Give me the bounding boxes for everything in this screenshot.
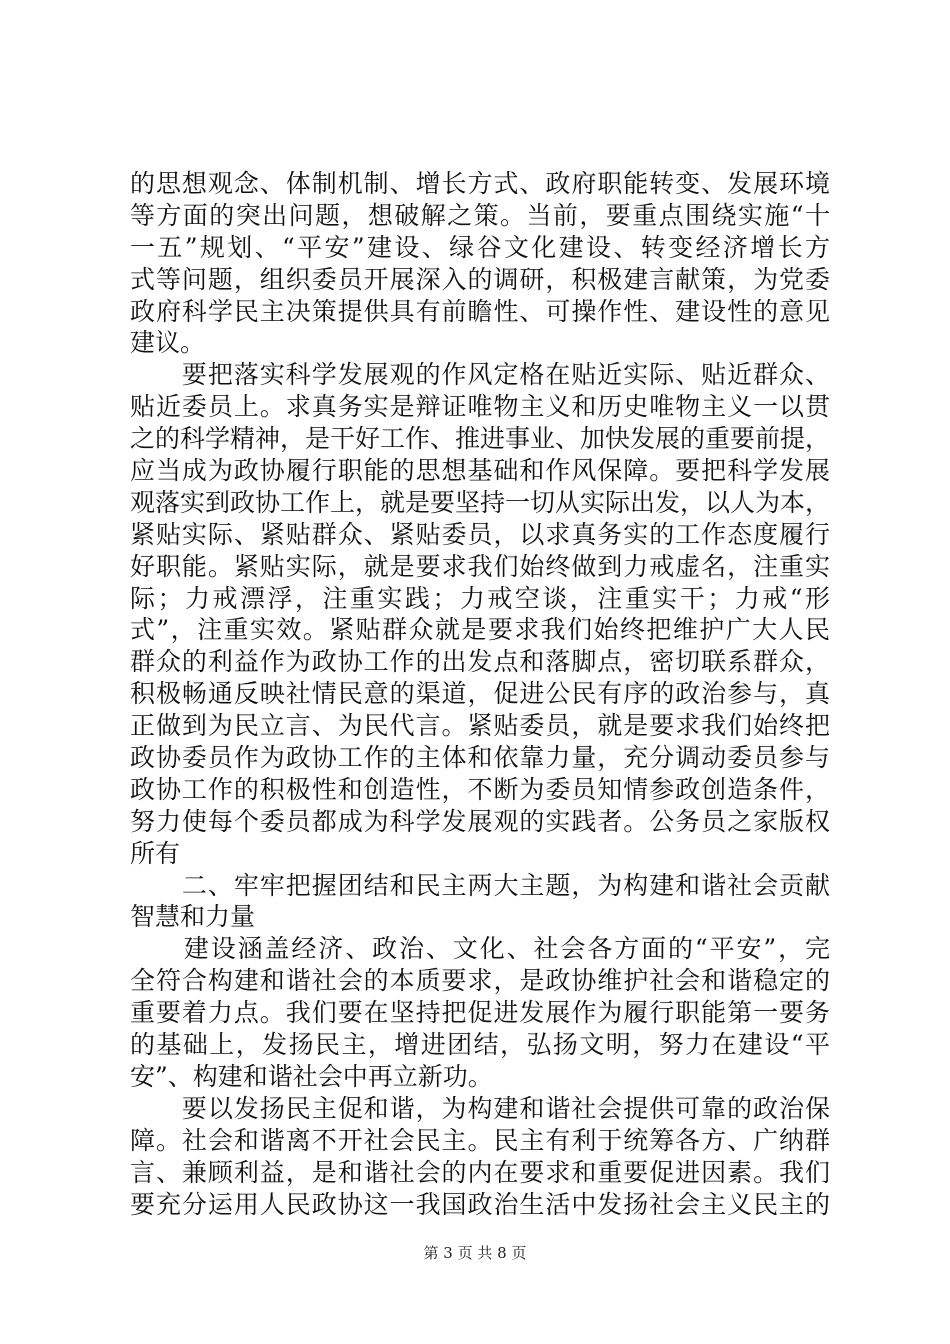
text-line: 的思想观念、体制机制、增长方式、政府职能转变、发展环境 [130, 169, 830, 198]
text-line: 积极畅通反映社情民意的渠道，促进公民有序的政治参与，真 [130, 679, 830, 709]
text-line: 际；力戒漂浮，注重实践；力戒空谈，注重实干；力戒“形 [130, 583, 830, 613]
text-line: 一五”规划、“平安”建设、绿谷文化建设、转变经济增长方 [130, 232, 830, 262]
text-line: 正做到为民立言、为民代言。紧贴委员，就是要求我们始终把 [130, 711, 830, 741]
text-line: 重要着力点。我们要在坚持把促进发展作为履行职能第一要务 [130, 998, 830, 1028]
text-line: 建设涵盖经济、政治、文化、社会各方面的“平安”，完 [130, 934, 830, 964]
text-line: 应当成为政协履行职能的思想基础和作风保障。要把科学发展 [130, 456, 830, 486]
text-line: 所有 [130, 838, 181, 868]
text-line: 要以发扬民主促和谐，为构建和谐社会提供可靠的政治保 [130, 1093, 830, 1123]
text-line: 努力使每个委员都成为科学发展观的实践者。公务员之家版权 [130, 806, 830, 836]
text-line: 政府科学民主决策提供具有前瞻性、可操作性、建设性的意见 [130, 296, 830, 326]
text-line: 全符合构建和谐社会的本质要求，是政协维护社会和谐稳定的 [130, 966, 830, 996]
text-line: 要充分运用人民政协这一我国政治生活中发扬社会主义民主的 [130, 1189, 830, 1219]
text-line: 政协委员作为政协工作的主体和依靠力量，充分调动委员参与 [130, 743, 830, 773]
text-line: 式等问题，组织委员开展深入的调研，积极建言献策，为党委 [130, 264, 830, 294]
text-line: 式”，注重实效。紧贴群众就是要求我们始终把维护广大人民 [130, 615, 830, 645]
body-text [130, 168, 830, 1220]
text-line: 言、兼顾利益，是和谐社会的内在要求和重要促进因素。我们 [130, 1157, 830, 1187]
text-line: 安”、构建和谐社会中再立新功。 [130, 1061, 493, 1091]
text-line: 观落实到政协工作上，就是要坚持一切从实际出发，以人为本， [130, 487, 830, 517]
text-line: 好职能。紧贴实际，就是要求我们始终做到力戒虚名，注重实 [130, 551, 830, 581]
text-line: 之的科学精神，是干好工作、推进事业、加快发展的重要前提， [130, 424, 830, 454]
text-line: 建议。 [130, 328, 206, 358]
text-line: 二、牢牢把握团结和民主两大主题，为构建和谐社会贡献 [130, 870, 830, 900]
text-line: 的基础上，发扬民主，增进团结，弘扬文明，努力在建设“平 [130, 1030, 830, 1060]
text-line: 智慧和力量 [130, 902, 256, 932]
page-footer: 第 3 页 共 8 页 [423, 1244, 527, 1262]
text-line: 贴近委员上。求真务实是辩证唯物主义和历史唯物主义一以贯 [130, 392, 830, 422]
text-line: 群众的利益作为政协工作的出发点和落脚点，密切联系群众， [130, 647, 830, 677]
text-line: 要把落实科学发展观的作风定格在贴近实际、贴近群众、 [130, 360, 830, 390]
text-line: 等方面的突出问题，想破解之策。当前，要重点围绕实施“十 [130, 200, 830, 230]
text-line: 紧贴实际、紧贴群众、紧贴委员，以求真务实的工作态度履行 [130, 519, 830, 549]
text-line: 政协工作的积极性和创造性，不断为委员知情参政创造条件， [130, 774, 830, 804]
text-line: 障。社会和谐离不开社会民主。民主有利于统筹各方、广纳群 [130, 1125, 830, 1155]
